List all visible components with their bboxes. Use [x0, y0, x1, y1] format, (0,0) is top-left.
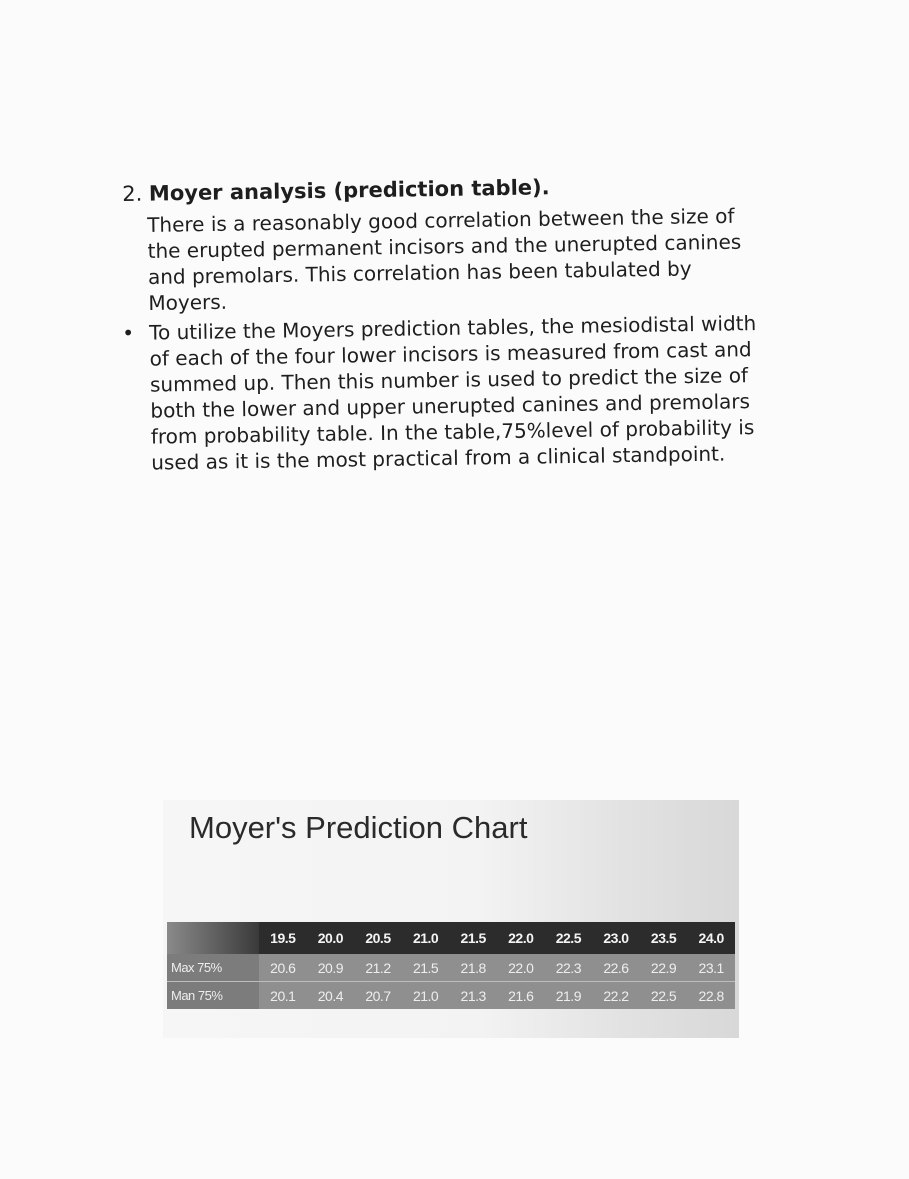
table-cell: 21.9 — [545, 982, 593, 1010]
column-header: 24.0 — [687, 922, 735, 954]
column-header: 23.0 — [592, 922, 640, 954]
table-cell: 20.1 — [259, 982, 307, 1010]
column-header: 20.5 — [354, 922, 402, 954]
column-header: 23.5 — [640, 922, 688, 954]
table-corner-cell — [167, 922, 259, 954]
bullet-text: To utilize the Moyers prediction tables, the mesiodistal width of each of the four lower incisors is measured from cast and summed up. Then this number is used to predict the size of both the lower and upper unerupted canines and premolars from probability table. In the table,75%level of probability is used as it is the most practical from a clinical standpoint. — [149, 311, 757, 475]
table-header-row — [167, 922, 735, 954]
table-cell: 22.8 — [687, 982, 735, 1010]
section-title: Moyer analysis (prediction table). — [148, 175, 550, 206]
row-label: Max 75% — [167, 954, 259, 982]
intro-paragraph: There is a reasonably good correlation between the size of the erupted permanent incisors and the unerupted canines and premolars. This correlation has been tabulated by Moyers. — [147, 203, 742, 315]
column-header: 20.0 — [307, 922, 355, 954]
table-cell: 20.6 — [259, 954, 307, 982]
table-cell: 22.9 — [640, 954, 688, 982]
table-cell: 22.2 — [592, 982, 640, 1010]
table-cell: 21.3 — [449, 982, 497, 1010]
prediction-table — [167, 922, 735, 1009]
table-cell: 20.4 — [307, 982, 355, 1010]
table-row-man — [167, 982, 735, 1010]
chart-title: Moyer's Prediction Chart — [189, 810, 528, 845]
column-header: 21.5 — [449, 922, 497, 954]
table-cell: 20.9 — [307, 954, 355, 982]
table-cell: 21.0 — [402, 982, 450, 1010]
table-cell: 22.6 — [592, 954, 640, 982]
table-cell: 22.0 — [497, 954, 545, 982]
table-cell: 21.8 — [449, 954, 497, 982]
column-header: 19.5 — [259, 922, 307, 954]
table-cell: 23.1 — [687, 954, 735, 982]
table-cell: 21.2 — [354, 954, 402, 982]
table-cell: 22.3 — [545, 954, 593, 982]
prediction-chart-image — [163, 800, 739, 1038]
column-header: 21.0 — [402, 922, 450, 954]
column-header: 22.0 — [497, 922, 545, 954]
bullet-icon: • — [122, 320, 135, 345]
table-cell: 22.5 — [640, 982, 688, 1010]
bullet-item — [122, 310, 774, 476]
section-heading — [122, 173, 550, 208]
table-row-max — [167, 954, 735, 982]
table-cell: 20.7 — [354, 982, 402, 1010]
table-cell: 21.5 — [402, 954, 450, 982]
row-label: Man 75% — [167, 982, 259, 1010]
table-cell: 21.6 — [497, 982, 545, 1010]
section-number: 2. — [122, 181, 143, 206]
column-header: 22.5 — [545, 922, 593, 954]
